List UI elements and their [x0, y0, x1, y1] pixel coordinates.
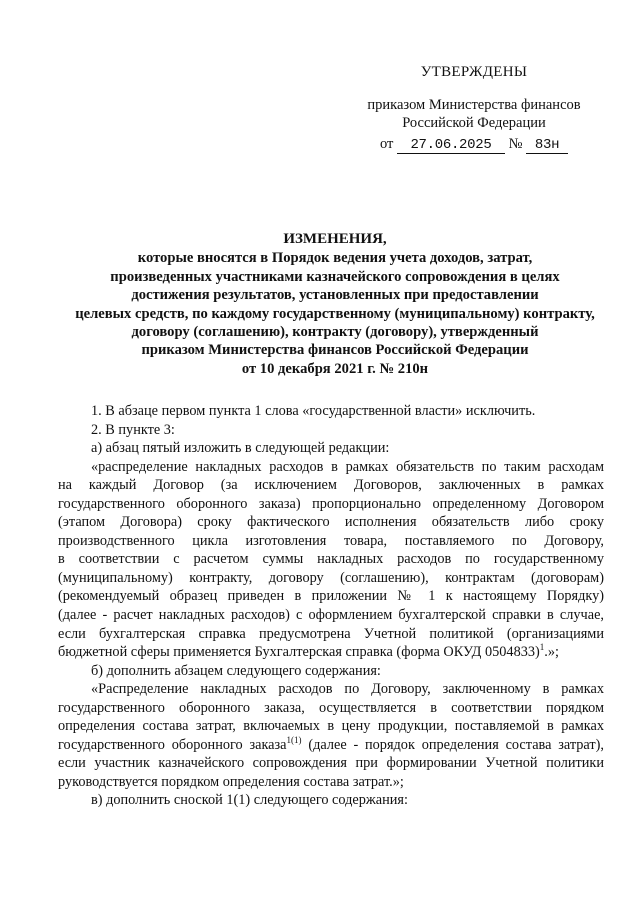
number-sign: №	[508, 135, 523, 152]
item-2b: б) дополнить абзацем следующего содержания:	[91, 662, 381, 679]
heading-line: от 10 декабря 2021 г. № 210н	[241, 360, 429, 377]
quote-2-last-line: руководствуется порядком определения состава затрат.»;	[58, 773, 404, 790]
quote-1-line: (далее - расчет накладных расходов) с оформлением бухгалтерской справки в случае,	[58, 607, 604, 624]
heading-line: приказом Министерства финансов Российской Федерации	[141, 342, 529, 359]
item-2a: а) абзац пятый изложить в следующей редакции:	[91, 440, 390, 457]
document-heading	[50, 230, 620, 378]
item-2: 2. В пункте 3:	[91, 421, 175, 438]
quote-1-line: (муниципальному) контракту, договору (соглашению), контрактам (договорам)	[58, 569, 604, 586]
quote-2-post-sup: (далее - порядок определения состава затрат),	[301, 736, 604, 753]
footnote-ref-1-1: 1(1)	[286, 735, 302, 746]
order-line	[344, 135, 604, 154]
quote-1-line: если бухгалтерская справка предусмотрена Учетной политикой (организациями	[58, 625, 604, 642]
quote-1-line: производственного цикла изготовления товара, поставляемого по Договору,	[58, 532, 604, 549]
quote-2-line-sup	[58, 736, 604, 755]
quote-1	[58, 458, 604, 662]
heading-line: достижения результатов, установленных при предоставлении	[131, 287, 539, 304]
quote-1-line: на каждый Договор (за исключением Договоров, заключенных в рамках	[58, 477, 604, 494]
heading-line: договору (соглашению), контракту (договору), утвержденный	[131, 324, 539, 341]
quote-1-end: .»;	[544, 644, 559, 661]
approval-block	[344, 63, 604, 154]
heading-line: целевых средств, по каждому государственному (муниципальному) контракту,	[75, 305, 595, 322]
quote-2	[58, 680, 604, 791]
order-number: 83н	[526, 137, 568, 154]
quote-2-line: государственного оборонного заказа, осуществляется в соответствии порядком	[58, 699, 604, 716]
quote-1-last-line	[58, 643, 604, 662]
quote-2-pre-sup: государственного оборонного заказа	[58, 736, 287, 753]
approval-line-2: Российской Федерации	[402, 115, 546, 131]
item-1: 1. В абзаце первом пункта 1 слова «государственной власти» исключить.	[91, 403, 536, 419]
heading-title: ИЗМЕНЕНИЯ,	[283, 231, 387, 247]
quote-2-line: «Распределение накладных расходов по Договору, заключенному в рамках	[91, 681, 604, 698]
quote-2-line: если участник казначейского сопровождения при формировании Учетной политики	[58, 755, 604, 772]
approval-title: УТВЕРЖДЕНЫ	[420, 64, 528, 80]
order-date: 27.06.2025	[397, 137, 505, 154]
heading-line: которые вносятся в Порядок ведения учета доходов, затрат,	[137, 250, 533, 267]
document-body	[58, 402, 604, 810]
quote-1-last-text: бюджетной сферы применяется Бухгалтерская справка (форма ОКУД 0504833)	[58, 644, 540, 661]
quote-1-line: (этапом Договора) сроку фактического исполнения обязательств либо сроку	[58, 514, 604, 531]
quote-1-line: «распределение накладных расходов в рамках обязательств по таким расходам	[91, 458, 604, 475]
quote-1-line: государственного оборонного заказа) пропорционально определенному Договором	[58, 495, 604, 512]
item-2c: в) дополнить сноской 1(1) следующего содержания:	[91, 792, 408, 809]
heading-line: произведенных участниками казначейского сопровождения в целях	[110, 268, 560, 285]
from-label: от	[379, 135, 394, 152]
quote-1-line: (рекомендуемый образец приведен в приложении № 1 к настоящему Порядку)	[58, 588, 604, 605]
footnote-ref-1: 1	[539, 642, 545, 653]
approval-line-1: приказом Министерства финансов	[367, 96, 581, 113]
quote-1-line: в соответствии с расчетом суммы накладных расходов по государственному	[58, 551, 604, 568]
quote-2-line: определения состава затрат, включаемых в цену продукции, поставляемой в рамках	[58, 718, 604, 735]
